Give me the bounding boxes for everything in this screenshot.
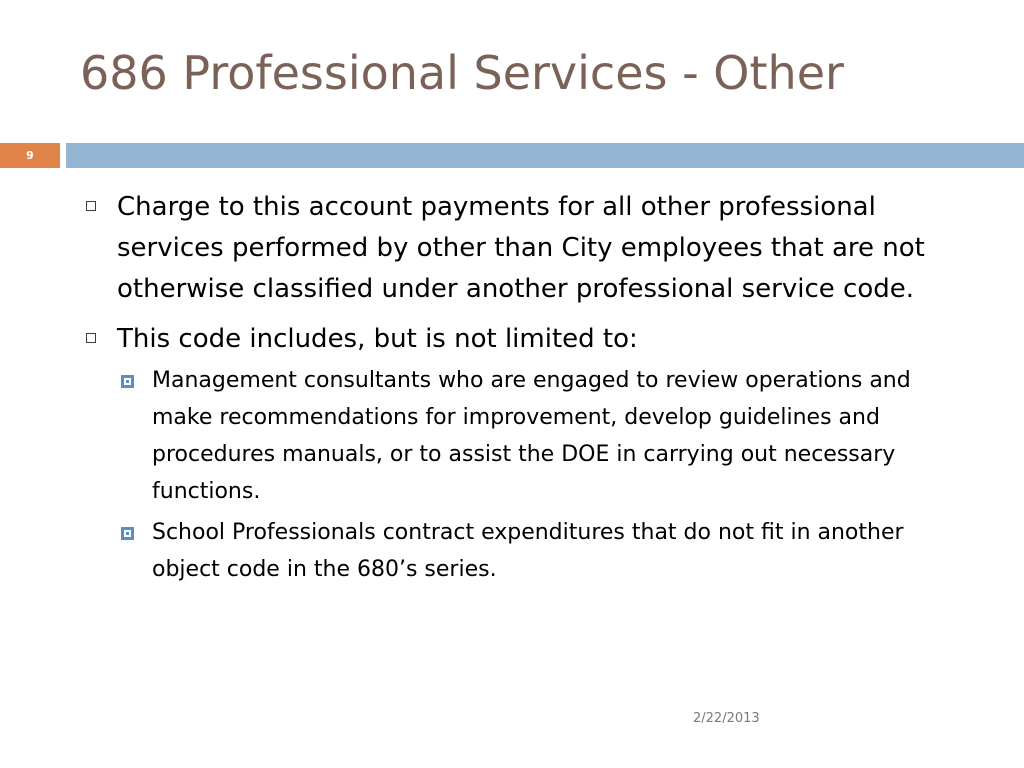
- bullet-item: [80, 187, 970, 310]
- square-bullet-icon: [121, 375, 134, 388]
- bullet-item: [80, 319, 970, 588]
- sub-bullet-text: School Professionals contract expenditures that do not fit in another object code in the 680’s series.: [152, 520, 904, 582]
- divider-bar: [66, 143, 1024, 168]
- bullet-text: This code includes, but is not limited to:: [117, 324, 638, 354]
- slide-content: [80, 187, 970, 597]
- sub-bullet-list: [117, 362, 970, 588]
- square-bullet-icon: [121, 527, 134, 540]
- sub-bullet-item: [117, 362, 970, 510]
- bullet-text: Charge to this account payments for all other professional services performed by other than City employees that are not otherwise classified under another professional service code.: [117, 192, 925, 304]
- slide-number-badge: 9: [0, 143, 60, 168]
- sub-bullet-text: Management consultants who are engaged to review operations and make recommendations for improvement, develop guidelines and procedures manuals, or to assist the DOE in carrying out necessary functions.: [152, 368, 911, 504]
- hollow-square-bullet-icon: [86, 201, 96, 211]
- footer-date: 2/22/2013: [693, 711, 760, 726]
- slide-title: 686 Professional Services - Other: [80, 46, 844, 100]
- bullet-list: [80, 187, 970, 588]
- sub-bullet-item: [117, 514, 970, 588]
- hollow-square-bullet-icon: [86, 333, 96, 343]
